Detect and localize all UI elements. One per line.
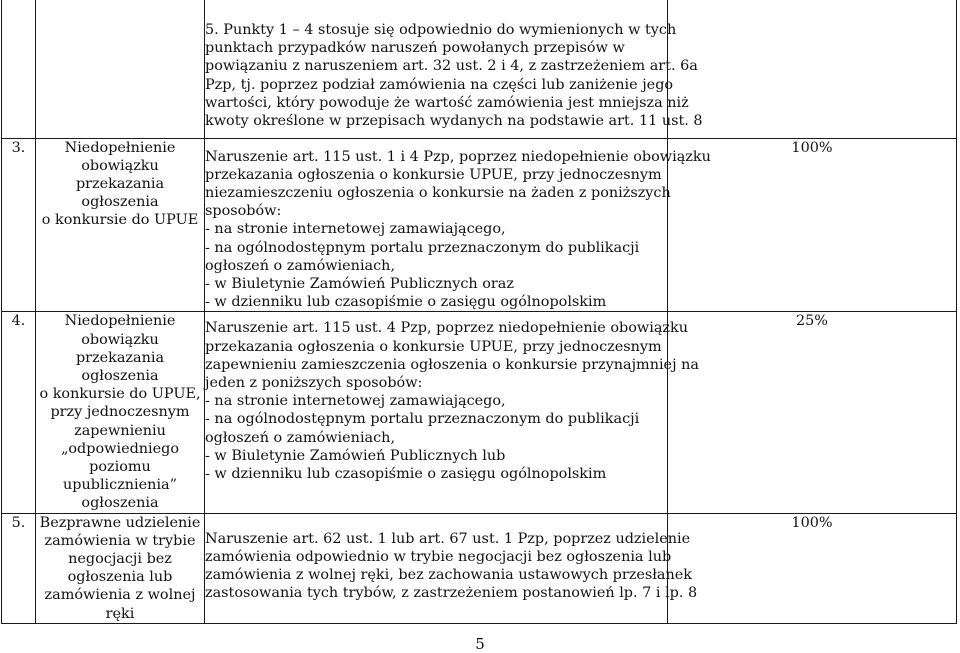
title-line: Niedopełnienie — [64, 313, 176, 330]
title-line: zamówienia z wolnej — [44, 587, 196, 604]
title-cell — [36, 0, 205, 138]
description-line: ogłoszeń o zamówieniach, — [205, 429, 396, 446]
row-percentage: 100% — [668, 513, 957, 623]
table-row-continued — [2, 0, 957, 138]
description-cell — [205, 0, 703, 138]
description-line: jeden z poniższych sposobów: — [205, 374, 423, 391]
row-number: 5. — [2, 513, 36, 623]
title-line: obowiązku — [81, 331, 159, 348]
number-cell — [2, 0, 36, 138]
page-number: 5 — [475, 635, 485, 653]
description-line: kwoty określone w przepisach wydanych na podstawie art. 11 ust. 8 — [205, 113, 703, 130]
row-title — [36, 312, 204, 512]
description-line: przekazania ogłoszenia o konkursie UPUE, przy jednoczesnym — [205, 338, 662, 355]
description-line: Naruszenie art. 62 ust. 1 lub art. 67 ust. 1 Pzp, poprzez udzielenie — [205, 530, 691, 547]
title-line: przekazania ogłoszenia — [75, 175, 165, 211]
title-line: o konkursie do UPUE, — [39, 386, 201, 403]
title-cell — [36, 513, 205, 623]
description-line: zamówienia odpowiednio w trybie negocjacji bez ogłoszenia lub — [205, 548, 672, 565]
title-line: ogłoszenia lub — [67, 569, 173, 586]
row-title — [36, 514, 204, 623]
description-line: Naruszenie art. 115 ust. 1 i 4 Pzp, poprzez niedopełnienie obowiązku — [205, 148, 711, 165]
description-line: wartości, który powoduje że wartość zamówienia jest mniejsza niż — [205, 94, 689, 111]
corrections-table — [1, 0, 957, 624]
title-line: o konkursie do UPUE — [41, 212, 199, 229]
title-line: poziomu — [89, 458, 151, 475]
title-line: Niedopełnienie — [64, 139, 176, 156]
title-line: negocjacji bez — [68, 550, 172, 567]
description-line: - w dzienniku lub czasopiśmie o zasięgu ogólnopolskim — [205, 294, 607, 311]
title-line: Bezprawne udzielenie — [39, 514, 201, 531]
description-line: zapewnieniu zamieszczenia ogłoszenia o konkursie przynajmniej na — [205, 356, 699, 373]
title-line: ogłoszenia — [81, 495, 159, 512]
title-cell — [36, 138, 205, 312]
description-line: niezamieszczeniu ogłoszenia o konkursie na żaden z poniższych — [205, 184, 671, 201]
description-line: przekazania ogłoszenia o konkursie UPUE, przy jednoczesnym — [205, 166, 662, 183]
table-row — [2, 513, 957, 623]
description-line: - na ogólnodostępnym portalu przeznaczonym do publikacji — [205, 411, 640, 428]
description-cell — [205, 513, 698, 623]
description-cell — [205, 138, 711, 312]
description-line: ogłoszeń o zamówieniach, — [205, 257, 396, 274]
table-row — [2, 138, 957, 312]
row-percentage: 100% — [668, 138, 957, 312]
description-line: sposobów: — [205, 203, 282, 220]
description-line: Pzp, tj. poprzez podział zamówienia na części lub zaniżenie jego — [205, 76, 674, 93]
description-line: - na stronie internetowej zamawiającego, — [205, 221, 506, 238]
title-cell — [36, 312, 205, 513]
description-line: - w dzienniku lub czasopiśmie o zasięgu ogólnopolskim — [205, 465, 607, 482]
title-line: obowiązku — [81, 157, 159, 174]
description-line: 5. Punkty 1 – 4 stosuje się odpowiednio do wymienionych w tych — [205, 22, 677, 38]
description-line: zastosowania tych trybów, z zastrzeżeniem postanowień lp. 7 i lp. 8 — [205, 585, 698, 602]
row-number: 3. — [2, 138, 36, 312]
table-row — [2, 312, 957, 513]
title-line: przekazania ogłoszenia — [75, 349, 165, 384]
title-line: ręki — [105, 605, 135, 622]
title-line: upublicznienia” — [62, 477, 177, 494]
description-line: - w Biuletynie Zamówień Publicznych oraz — [205, 275, 514, 292]
title-line: „odpowiedniego — [60, 440, 180, 457]
title-line: zapewnieniu — [74, 422, 166, 439]
percentage-cell — [668, 0, 957, 138]
row-title — [36, 139, 204, 230]
title-line: przy jednoczesnym — [50, 404, 190, 421]
row-percentage: 25% — [668, 312, 957, 513]
title-line: zamówienia w trybie — [44, 532, 196, 549]
description-line: - w Biuletynie Zamówień Publicznych lub — [205, 447, 506, 464]
description-line: zamówienia z wolnej ręki, bez zachowania ustawowych przesłanek — [205, 566, 692, 583]
description-line: powiązaniu z naruszeniem art. 32 ust. 2 i 4, z zastrzeżeniem art. 6a — [205, 58, 698, 75]
row-number: 4. — [2, 312, 36, 513]
description-line: Naruszenie art. 115 ust. 4 Pzp, poprzez niedopełnienie obowiązku — [205, 320, 688, 337]
description-line: - na stronie internetowej zamawiającego, — [205, 393, 506, 410]
description-cell — [205, 312, 699, 513]
description-line: punktach przypadków naruszeń powołanych przepisów w — [205, 40, 625, 57]
description-line: - na ogólnodostępnym portalu przeznaczonym do publikacji — [205, 239, 640, 256]
